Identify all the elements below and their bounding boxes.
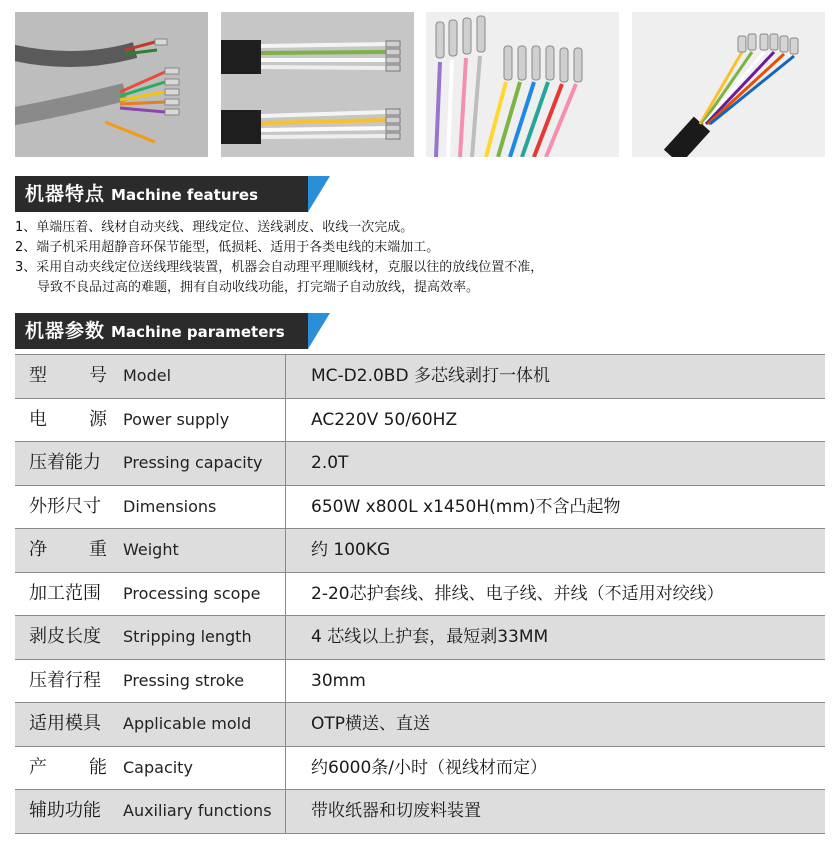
- param-value: 约 100KG: [311, 540, 391, 560]
- feature-item-continuation: 导致不良品过高的难题，拥有自动收线功能，打完端子自动放线，提高效率。: [37, 280, 480, 295]
- param-row: [15, 616, 825, 660]
- param-label-cell: [15, 747, 286, 790]
- features-title-cn: 机器特点: [25, 183, 106, 205]
- param-label-cell: [15, 529, 286, 572]
- param-value-cell: [286, 442, 825, 485]
- param-label-cn-part: 电: [29, 408, 47, 430]
- param-value-cell: [286, 486, 825, 529]
- param-value-cell: [286, 355, 825, 398]
- param-label-cn-part: 源: [89, 408, 107, 430]
- param-label-cn-part: 剥皮长度: [29, 626, 101, 647]
- feature-item: 1、单端压着、线材自动夹线、理线定位、送线剥皮、收线一次完成。: [15, 220, 414, 235]
- params-section-header: [15, 313, 340, 349]
- param-row: [15, 355, 825, 399]
- param-label-en: Model: [123, 366, 172, 385]
- params-title-en: Machine parameters: [111, 323, 285, 341]
- param-label-en: Pressing capacity: [123, 453, 263, 472]
- params-table: [15, 354, 825, 834]
- param-label-cell: [15, 399, 286, 442]
- param-label-cn-part: 能: [89, 756, 107, 778]
- param-label-cn: [29, 529, 107, 571]
- param-label-cn-part: 压着能力: [29, 452, 101, 473]
- param-row: [15, 703, 825, 747]
- param-label-cell: [15, 355, 286, 398]
- param-row: [15, 529, 825, 573]
- param-label-cn: [29, 703, 109, 745]
- param-label-cn: [29, 660, 109, 702]
- param-row: [15, 660, 825, 704]
- param-label-cell: [15, 442, 286, 485]
- param-label-cn: [29, 486, 109, 528]
- param-label-cell: [15, 616, 286, 659]
- param-value-cell: [286, 747, 825, 790]
- param-value-cell: [286, 703, 825, 746]
- param-value: OTP横送、直送: [311, 714, 431, 734]
- params-title: [25, 313, 285, 349]
- header-accent-triangle: [308, 176, 330, 212]
- param-row: [15, 573, 825, 617]
- param-label-cell: [15, 573, 286, 616]
- param-label-cn: [29, 747, 107, 789]
- param-label-cell: [15, 660, 286, 703]
- param-label-cn: [29, 616, 109, 658]
- feature-item: 3、采用自动夹线定位送线理线装置，机器会自动理平理顺线材，克服以往的放线位置不准，: [15, 260, 544, 275]
- param-row: [15, 486, 825, 530]
- param-label-cell: [15, 486, 286, 529]
- param-label-cell: [15, 703, 286, 746]
- param-label-cn-part: 重: [89, 539, 107, 560]
- param-label-cn-part: 压着行程: [29, 669, 101, 691]
- param-label-cn: [29, 355, 107, 397]
- param-label-cn-part: 净: [29, 539, 47, 560]
- param-label-cn: [29, 790, 109, 832]
- param-label-en: Auxiliary functions: [123, 801, 272, 820]
- param-label-cell: [15, 790, 286, 833]
- param-value: 带收纸器和切废料装置: [311, 801, 481, 821]
- photo-multicore-cable-gray: [15, 12, 208, 157]
- param-value-cell: [286, 616, 825, 659]
- param-label-en: Weight: [123, 540, 179, 559]
- param-value: 30mm: [311, 670, 366, 691]
- param-value: 650W x800L x1450H(mm)不含凸起物: [311, 496, 621, 517]
- param-label-en: Capacity: [123, 757, 193, 777]
- param-value-cell: [286, 529, 825, 572]
- param-value-cell: [286, 660, 825, 703]
- param-row: [15, 790, 825, 834]
- header-accent-triangle: [308, 313, 330, 349]
- features-list: [15, 218, 830, 298]
- param-label-cn: [29, 573, 109, 615]
- photo-strip: [15, 12, 825, 157]
- features-title-en: Machine features: [111, 186, 259, 204]
- param-value: 约6000条/小时（视线材而定）: [311, 757, 547, 778]
- photo-colored-wires-terminals: [426, 12, 619, 157]
- param-label-cn: [29, 442, 109, 484]
- param-row: [15, 747, 825, 791]
- param-label-en: Pressing stroke: [123, 670, 245, 690]
- param-label-en: Dimensions: [123, 496, 217, 516]
- param-label-cn-part: 加工范围: [29, 582, 101, 604]
- param-label-cn-part: 产: [29, 756, 47, 778]
- param-label-en: Processing scope: [123, 583, 261, 603]
- param-label-en: Applicable mold: [123, 714, 252, 733]
- param-label-cn-part: 适用模具: [29, 713, 101, 734]
- param-label-cn-part: 型: [29, 365, 47, 386]
- features-title: [25, 176, 258, 212]
- param-label-en: Stripping length: [123, 627, 252, 646]
- photo-twin-black-cables: [221, 12, 414, 157]
- param-label-cn: [29, 399, 107, 441]
- param-row: [15, 399, 825, 443]
- param-row: [15, 442, 825, 486]
- param-value: 2.0T: [311, 453, 349, 473]
- param-value: MC-D2.0BD 多芯线剥打一体机: [311, 366, 550, 386]
- param-label-cn-part: 号: [89, 365, 107, 386]
- param-label-en: Power supply: [123, 409, 230, 429]
- param-value: AC220V 50/60HZ: [311, 409, 458, 430]
- param-value-cell: [286, 790, 825, 833]
- param-value-cell: [286, 573, 825, 616]
- param-value: 2-20芯护套线、排线、电子线、并线（不适用对绞线）: [311, 583, 724, 604]
- features-section-header: [15, 176, 340, 212]
- params-title-cn: 机器参数: [25, 320, 106, 342]
- param-value-cell: [286, 399, 825, 442]
- param-label-cn-part: 辅助功能: [29, 800, 101, 821]
- param-value: 4 芯线以上护套，最短剥33MM: [311, 627, 549, 647]
- feature-item: 2、端子机采用超静音环保节能型，低损耗、适用于各类电线的末端加工。: [15, 240, 440, 255]
- photo-black-cable-colored-wires: [632, 12, 825, 157]
- param-label-cn-part: 外形尺寸: [29, 495, 101, 517]
